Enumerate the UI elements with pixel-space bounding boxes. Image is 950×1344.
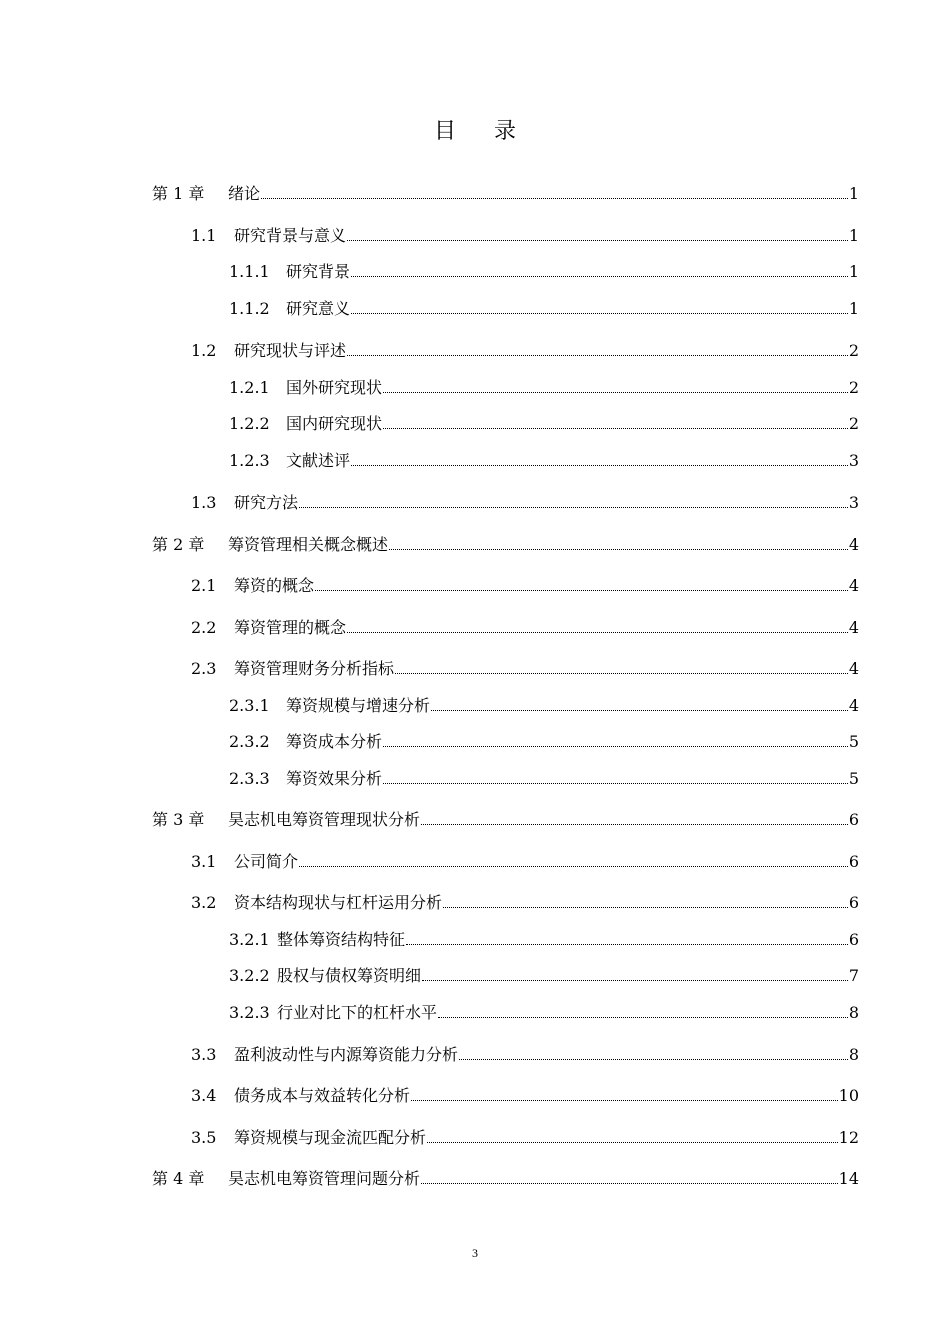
toc-entry-title: 筹资的概念 — [234, 576, 315, 595]
toc-section-entry[interactable] — [229, 376, 859, 400]
toc-entry-title: 筹资管理的概念 — [234, 618, 347, 637]
toc-entry-page-number: 6 — [848, 810, 859, 829]
toc-chapter-entry[interactable] — [152, 808, 859, 832]
toc-section-entry[interactable] — [191, 339, 859, 363]
toc-entry-page-number: 2 — [848, 341, 859, 360]
dot-leader — [347, 355, 848, 356]
toc-entry-title: 资本结构现状与杠杆运用分析 — [234, 893, 443, 912]
toc-entry-number: 3.2.3 — [229, 1003, 270, 1022]
toc-entry-title: 文献述评 — [286, 451, 351, 470]
toc-entry-number: 3.2.1 — [229, 930, 270, 949]
dot-leader — [315, 590, 848, 591]
toc-entry-page-number: 14 — [838, 1169, 859, 1188]
toc-entry-number: 2.1 — [191, 576, 217, 595]
toc-entry-number: 2.3.2 — [229, 732, 270, 751]
toc-entry-number: 3.4 — [191, 1086, 217, 1105]
toc-entry-number: 1.3 — [191, 493, 217, 512]
toc-section-entry[interactable] — [191, 491, 859, 515]
toc-section-entry[interactable] — [191, 891, 859, 915]
toc-entry-page-number: 1 — [848, 226, 859, 245]
toc-section-entry[interactable] — [191, 616, 859, 640]
toc-entry-page-number: 4 — [848, 618, 859, 637]
toc-entry-page-number: 1 — [848, 262, 859, 281]
toc-entry-number: 1.2.1 — [229, 378, 270, 397]
dot-leader — [389, 549, 848, 550]
toc-entry-number: 2.2 — [191, 618, 217, 637]
dot-leader — [351, 313, 848, 314]
toc-entry-page-number: 5 — [848, 732, 859, 751]
toc-entry-number: 第 3 章 — [152, 810, 205, 829]
toc-entry-page-number: 2 — [848, 414, 859, 433]
toc-entry-title: 股权与债权筹资明细 — [277, 966, 422, 985]
toc-entry-number: 3.2.2 — [229, 966, 270, 985]
dot-leader — [438, 1017, 848, 1018]
dot-leader — [395, 673, 848, 674]
toc-section-entry[interactable] — [229, 1001, 859, 1025]
toc-entry-number: 1.2.3 — [229, 451, 270, 470]
toc-entry-title: 国外研究现状 — [286, 378, 383, 397]
toc-entry-page-number: 8 — [848, 1003, 859, 1022]
toc-entry-title: 国内研究现状 — [286, 414, 383, 433]
toc-entry-number: 1.1.2 — [229, 299, 270, 318]
toc-entry-number: 1.1.1 — [229, 262, 270, 281]
toc-entry-title: 研究背景与意义 — [234, 226, 347, 245]
toc-entry-number: 第 2 章 — [152, 535, 205, 554]
toc-section-entry[interactable] — [191, 1126, 859, 1150]
dot-leader — [351, 276, 848, 277]
toc-section-entry[interactable] — [229, 730, 859, 754]
toc-section-entry[interactable] — [229, 928, 859, 952]
toc-chapter-entry[interactable] — [152, 1167, 859, 1191]
toc-entry-title: 筹资管理相关概念概述 — [228, 535, 389, 554]
toc-section-entry[interactable] — [229, 767, 859, 791]
toc-section-entry[interactable] — [229, 297, 859, 321]
toc-section-entry[interactable] — [191, 1084, 859, 1108]
toc-section-entry[interactable] — [191, 850, 859, 874]
toc-entry-title: 昊志机电筹资管理现状分析 — [228, 810, 421, 829]
toc-section-entry[interactable] — [191, 1043, 859, 1067]
toc-title — [0, 114, 950, 145]
toc-entry-number: 3.3 — [191, 1045, 217, 1064]
toc-entry-number: 1.2.2 — [229, 414, 270, 433]
toc-entry-page-number: 5 — [848, 769, 859, 788]
toc-section-entry[interactable] — [229, 449, 859, 473]
dot-leader — [299, 866, 848, 867]
dot-leader — [351, 465, 848, 466]
dot-leader — [411, 1100, 838, 1101]
toc-entry-title: 昊志机电筹资管理问题分析 — [228, 1169, 421, 1188]
toc-entry-page-number: 3 — [848, 451, 859, 470]
toc-chapter-entry[interactable] — [152, 533, 859, 557]
toc-entry-number: 第 1 章 — [152, 184, 205, 203]
toc-title-char-2: 录 — [494, 119, 517, 144]
toc-section-entry[interactable] — [229, 694, 859, 718]
dot-leader — [459, 1059, 848, 1060]
dot-leader — [421, 824, 848, 825]
toc-entry-page-number: 4 — [848, 696, 859, 715]
toc-entry-title: 筹资效果分析 — [286, 769, 383, 788]
dot-leader — [261, 198, 848, 199]
dot-leader — [347, 632, 848, 633]
toc-entry-title: 筹资成本分析 — [286, 732, 383, 751]
toc-section-entry[interactable] — [191, 657, 859, 681]
toc-entry-number: 1.1 — [191, 226, 217, 245]
toc-title-char-1: 目 — [433, 119, 456, 144]
toc-entry-title: 研究背景 — [286, 262, 351, 281]
toc-entry-page-number: 4 — [848, 659, 859, 678]
toc-section-entry[interactable] — [191, 224, 859, 248]
toc-entry-page-number: 8 — [848, 1045, 859, 1064]
dot-leader — [383, 746, 848, 747]
toc-entry-page-number: 2 — [848, 378, 859, 397]
toc-section-entry[interactable] — [229, 964, 859, 988]
toc-entry-page-number: 4 — [848, 576, 859, 595]
toc-entry-title: 债务成本与效益转化分析 — [234, 1086, 411, 1105]
toc-entry-title: 研究方法 — [234, 493, 299, 512]
toc-entry-title: 整体筹资结构特征 — [277, 930, 406, 949]
toc-entry-page-number: 4 — [848, 535, 859, 554]
toc-entry-number: 3.5 — [191, 1128, 217, 1147]
toc-entry-page-number: 7 — [848, 966, 859, 985]
toc-entry-title: 行业对比下的杠杆水平 — [277, 1003, 438, 1022]
dot-leader — [421, 1183, 838, 1184]
toc-section-entry[interactable] — [191, 574, 859, 598]
dot-leader — [347, 240, 848, 241]
toc-entry-page-number: 6 — [848, 930, 859, 949]
toc-section-entry[interactable] — [229, 260, 859, 284]
toc-entry-title: 公司简介 — [234, 852, 299, 871]
toc-entry-page-number: 10 — [838, 1086, 859, 1105]
toc-entry-number: 1.2 — [191, 341, 217, 360]
dot-leader — [383, 783, 848, 784]
toc-entry-page-number: 1 — [848, 184, 859, 203]
toc-entry-title: 研究意义 — [286, 299, 351, 318]
dot-leader — [427, 1142, 838, 1143]
dot-leader — [299, 507, 848, 508]
toc-section-entry[interactable] — [229, 412, 859, 436]
toc-entry-number: 3.2 — [191, 893, 217, 912]
dot-leader — [443, 907, 848, 908]
toc-entry-page-number: 3 — [848, 493, 859, 512]
toc-entry-title: 研究现状与评述 — [234, 341, 347, 360]
toc-entry-page-number: 6 — [848, 852, 859, 871]
page-number: 3 — [472, 1246, 478, 1260]
toc-entry-title: 筹资规模与现金流匹配分析 — [234, 1128, 427, 1147]
toc-entry-number: 2.3.3 — [229, 769, 270, 788]
toc-entry-number: 第 4 章 — [152, 1169, 205, 1188]
toc-entry-title: 筹资规模与增速分析 — [286, 696, 431, 715]
toc-entry-number: 2.3 — [191, 659, 217, 678]
dot-leader — [406, 944, 848, 945]
dot-leader — [422, 980, 848, 981]
toc-entry-page-number: 1 — [848, 299, 859, 318]
toc-entry-title: 绪论 — [228, 184, 261, 203]
dot-leader — [431, 710, 848, 711]
toc-entry-title: 盈利波动性与内源筹资能力分析 — [234, 1045, 459, 1064]
toc-chapter-entry[interactable] — [152, 182, 859, 206]
toc-entry-page-number: 12 — [838, 1128, 859, 1147]
toc-entry-title: 筹资管理财务分析指标 — [234, 659, 395, 678]
toc-entry-page-number: 6 — [848, 893, 859, 912]
dot-leader — [383, 392, 848, 393]
dot-leader — [383, 428, 848, 429]
toc-entry-number: 3.1 — [191, 852, 217, 871]
toc-entry-number: 2.3.1 — [229, 696, 270, 715]
